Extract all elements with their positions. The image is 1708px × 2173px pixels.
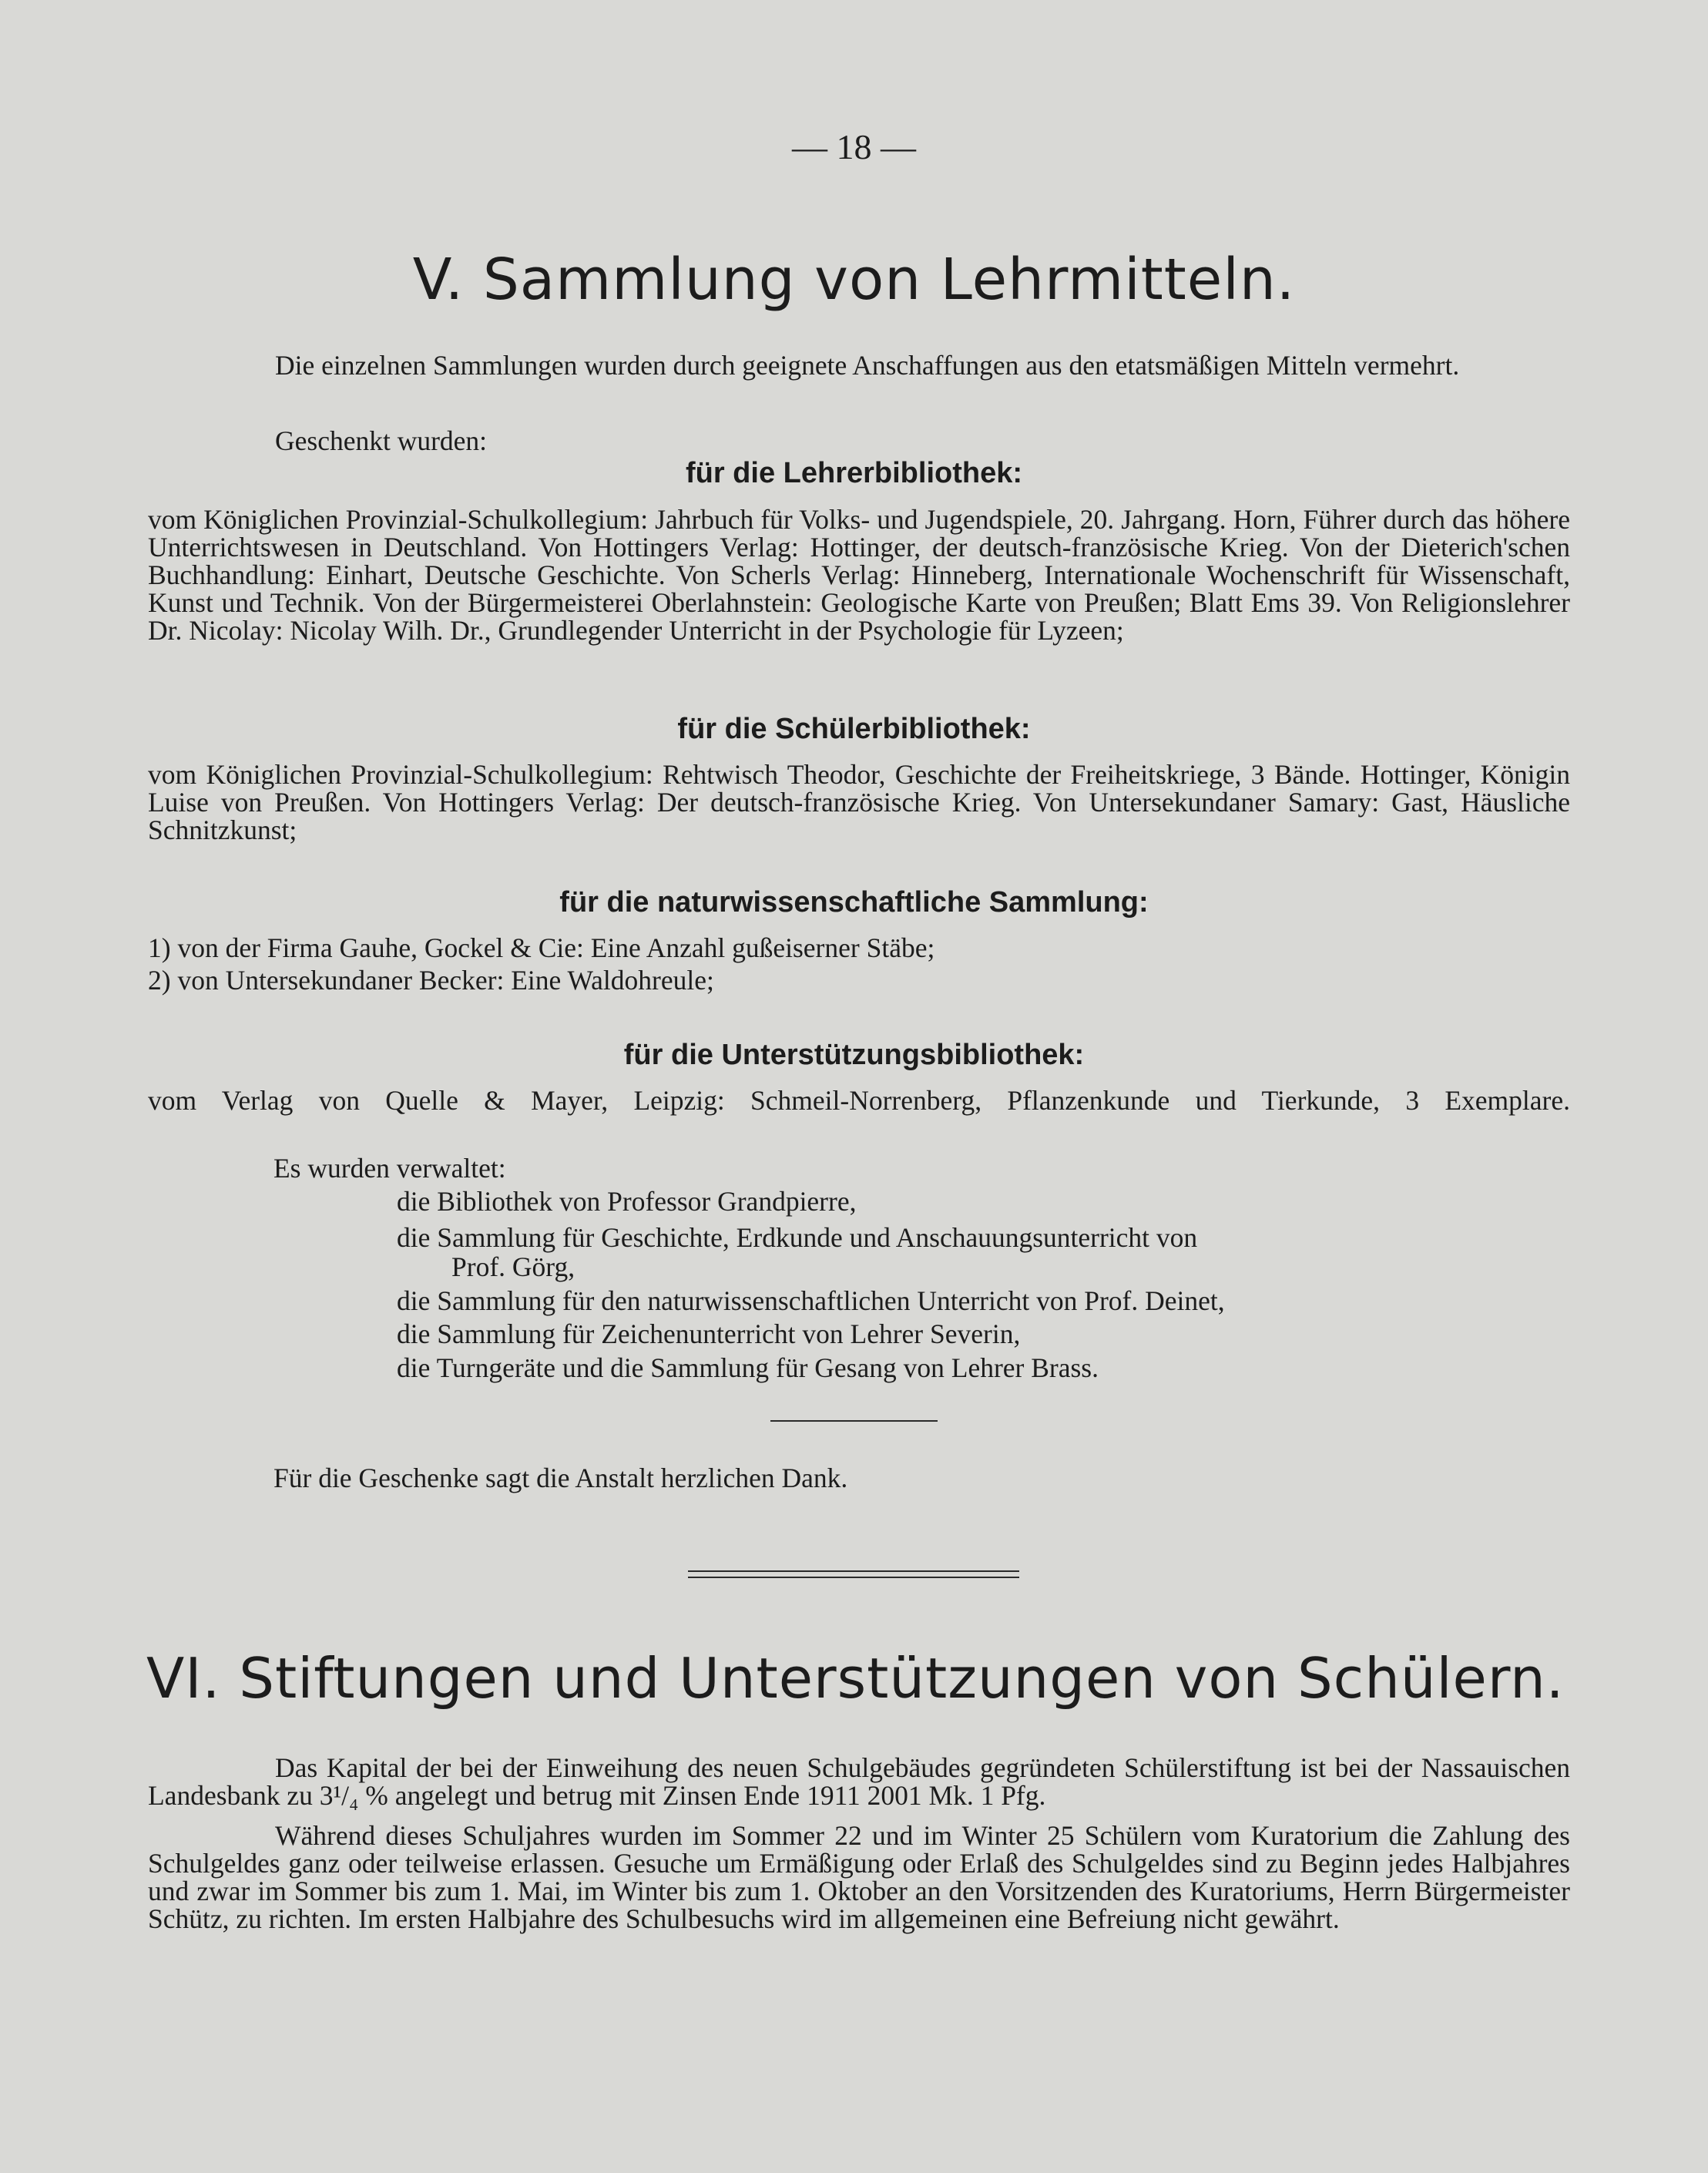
lehrerbibliothek-text: vom Königlichen Provinzial-Schulkollegium: Jahrbuch für Volks- und Jugendspiele, 20. Jahrgang. Horn, Führer durch das höhere Unterrichtswesen in Deutschland. Von Hottingers Verlag: Hottinger, der deutsch-französische Krieg. Von der Dieterich'schen Buchhandlung: Einhart, Deutsche Geschichte. Von Scherls Verlag: Hinneberg, Internationale Wochenschrift für Wissenschaft, Kunst und Technik. Von der Bürgermeisterei Oberlahnstein: Geologische Karte von Preußen; Blatt Ems 39. Von Religionslehrer Dr. Nicolay: Nicolay Wilh. Dr., Grundlegender Unterricht in der Psychologie für Lyzeen; xyxy=(148,504,1570,646)
heading-unterstuetzungsbibliothek: für die Unterstützungsbibliothek: xyxy=(623,1039,1085,1071)
heading-lehrerbibliothek: für die Lehrerbibliothek: xyxy=(685,457,1023,489)
section-5-intro xyxy=(148,351,1570,379)
section-6-title: VI. Stiftungen und Unterstützungen von Schülern. xyxy=(146,1646,1565,1711)
natur-item-1: 1) von der Firma Gauhe, Gockel & Cie: Eine Anzahl gußeiserner Stäbe; xyxy=(148,932,935,963)
section-divider xyxy=(770,1420,938,1422)
section-6-paragraph-2 xyxy=(148,1822,1570,1933)
verwaltet-label: Es wurden verwaltet: xyxy=(273,1153,506,1184)
verwaltet-item: die Bibliothek von Professor Grandpierre, xyxy=(397,1186,857,1217)
verwaltet-item: die Turngeräte und die Sammlung für Gesang von Lehrer Brass. xyxy=(397,1352,1099,1383)
page-number: — 18 — xyxy=(792,127,916,166)
unterstuetzungsbibliothek-text: vom Verlag von Quelle & Mayer, Leipzig: Schmeil-Norrenberg, Pflanzenkunde und Tierkunde, 3 Exemplare. xyxy=(148,1085,1570,1116)
double-rule-bottom xyxy=(688,1577,1019,1578)
natur-item-2: 2) von Untersekundaner Becker: Eine Waldohreule; xyxy=(148,965,714,996)
section-5-title: V. Sammlung von Lehrmitteln. xyxy=(412,247,1296,313)
intro-text: Die einzelnen Sammlungen wurden durch geeignete Anschaffungen aus den etatsmäßigen Mitteln vermehrt. xyxy=(275,350,1460,381)
double-rule-top xyxy=(688,1570,1019,1572)
verwaltet-item: die Sammlung für den naturwissenschaftlichen Unterricht von Prof. Deinet, xyxy=(397,1285,1225,1316)
section-6-paragraph-1 xyxy=(148,1754,1570,1809)
verwaltet-item: die Sammlung für Geschichte, Erdkunde und Anschauungsunterricht von xyxy=(397,1222,1198,1253)
heading-schuelerbibliothek: für die Schülerbibliothek: xyxy=(677,713,1031,745)
schuelerbibliothek-text: vom Königlichen Provinzial-Schulkollegium: Rehtwisch Theodor, Geschichte der Freiheitskriege, 3 Bände. Hottinger, Königin Luise von Preußen. Von Hottingers Verlag: Der deutsch-französische Krieg. Von Untersekundaner Samary: Gast, Häusliche Schnitzkunst; xyxy=(148,759,1570,845)
stiftung-text: Das Kapital der bei der Einweihung des neuen Schulgebäudes gegründeten Schülerstiftung ist bei der Nassauischen Landesbank zu 3¹/₄ % angelegt und betrug mit Zinsen Ende 1911 2001 Mk. 1 Pfg. xyxy=(148,1752,1570,1811)
verwaltet-item: Prof. Görg, xyxy=(451,1251,575,1282)
heading-naturwissenschaftliche-sammlung: für die naturwissenschaftliche Sammlung: xyxy=(559,886,1149,919)
schulgeld-text: Während dieses Schuljahres wurden im Sommer 22 und im Winter 25 Schülern vom Kuratorium die Zahlung des Schulgeldes ganz oder teilweise erlassen. Gesuche um Ermäßigung oder Erlaß des Schulgeldes sind zu Beginn jedes Halbjahres und zwar im Sommer bis zum 1. Mai, im Winter bis zum 1. Oktober an den Vorsitzenden des Kuratoriums, Herrn Bürgermeister Schütz, zu richten. Im ersten Halbjahre des Schulbesuchs wird im allgemeinen eine Befreiung nicht gewährt. xyxy=(148,1820,1570,1934)
thanks-text: Für die Geschenke sagt die Anstalt herzlichen Dank. xyxy=(273,1463,848,1493)
gifts-label: Geschenkt wurden: xyxy=(275,425,488,456)
verwaltet-item: die Sammlung für Zeichenunterricht von Lehrer Severin, xyxy=(397,1318,1021,1349)
